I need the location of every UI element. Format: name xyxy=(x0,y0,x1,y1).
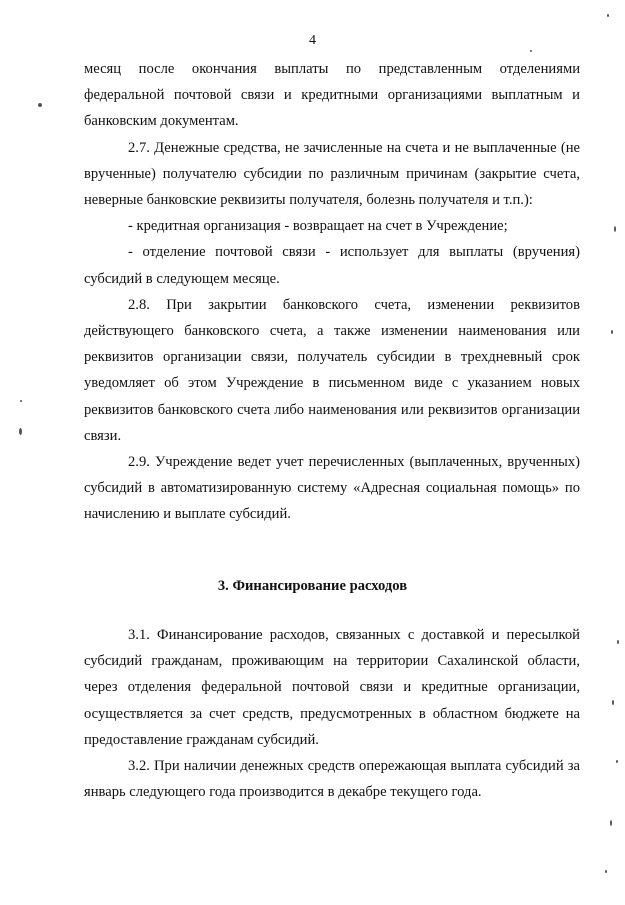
list-item-credit-org: - кредитная организация - возвращает на счет в Учреждение; xyxy=(128,218,508,235)
scan-speck xyxy=(610,820,612,826)
scan-speck xyxy=(605,870,607,873)
paragraph-2-7: 2.7. Денежные средства, не зачисленные на счета и не выплаченные (не врученные) получателю субсидии по различным причинам (закрытие счета, неверные банковские реквизиты получателя, болезнь получателя и т.п.): xyxy=(84,139,580,209)
paragraph-3-2: 3.2. При наличии денежных средств опережающая выплата субсидий за январь следующего года производится в декабре текущего года. xyxy=(84,758,580,801)
scan-speck xyxy=(611,330,613,334)
document-body-top xyxy=(84,56,580,528)
document-body-bottom xyxy=(84,622,580,805)
scan-speck xyxy=(530,50,532,52)
scan-speck xyxy=(614,226,616,232)
paragraph-2-8: 2.8. При закрытии банковского счета, изменении реквизитов действующего банковского счета, а также изменении наименования или реквизитов организации связи, получатель субсидии в трехдневный срок уведомляет об этом Учреждение в письменном виде с указанием новых реквизитов банковского счета либо наименования или реквизитов организации связи. xyxy=(84,296,580,444)
paragraph-2-9: 2.9. Учреждение ведет учет перечисленных (выплаченных, врученных) субсидий в автоматизированную систему «Адресная социальная помощь» по начислению и выплате субсидий. xyxy=(84,454,580,523)
scan-speck xyxy=(19,428,22,435)
scan-speck xyxy=(616,760,618,763)
section-title: 3. Финансирование расходов xyxy=(217,578,408,594)
paragraph-3-1: 3.1. Финансирование расходов, связанных с доставкой и пересылкой субсидий гражданам, проживающим на территории Сахалинской области, через отделения федеральной почтовой связи и кредитные организации, осуществляется за счет средств, предусмотренных в областном бюджете на предоставление гражданам субсидий. xyxy=(84,627,580,748)
scan-speck xyxy=(612,700,614,705)
paragraph-continuation: месяц после окончания выплаты по представленным отделениями федеральной почтовой связи и кредитными организациями выплатным и банковским документам. xyxy=(84,61,580,130)
scan-speck xyxy=(607,14,609,17)
list-item-post-office: - отделение почтовой связи - использует для выплаты (вручения) субсидий в следующем месяце. xyxy=(84,244,580,287)
scan-speck xyxy=(38,103,42,107)
page-number: 4 xyxy=(309,33,316,48)
scan-speck xyxy=(617,640,619,644)
scan-speck xyxy=(20,400,22,402)
